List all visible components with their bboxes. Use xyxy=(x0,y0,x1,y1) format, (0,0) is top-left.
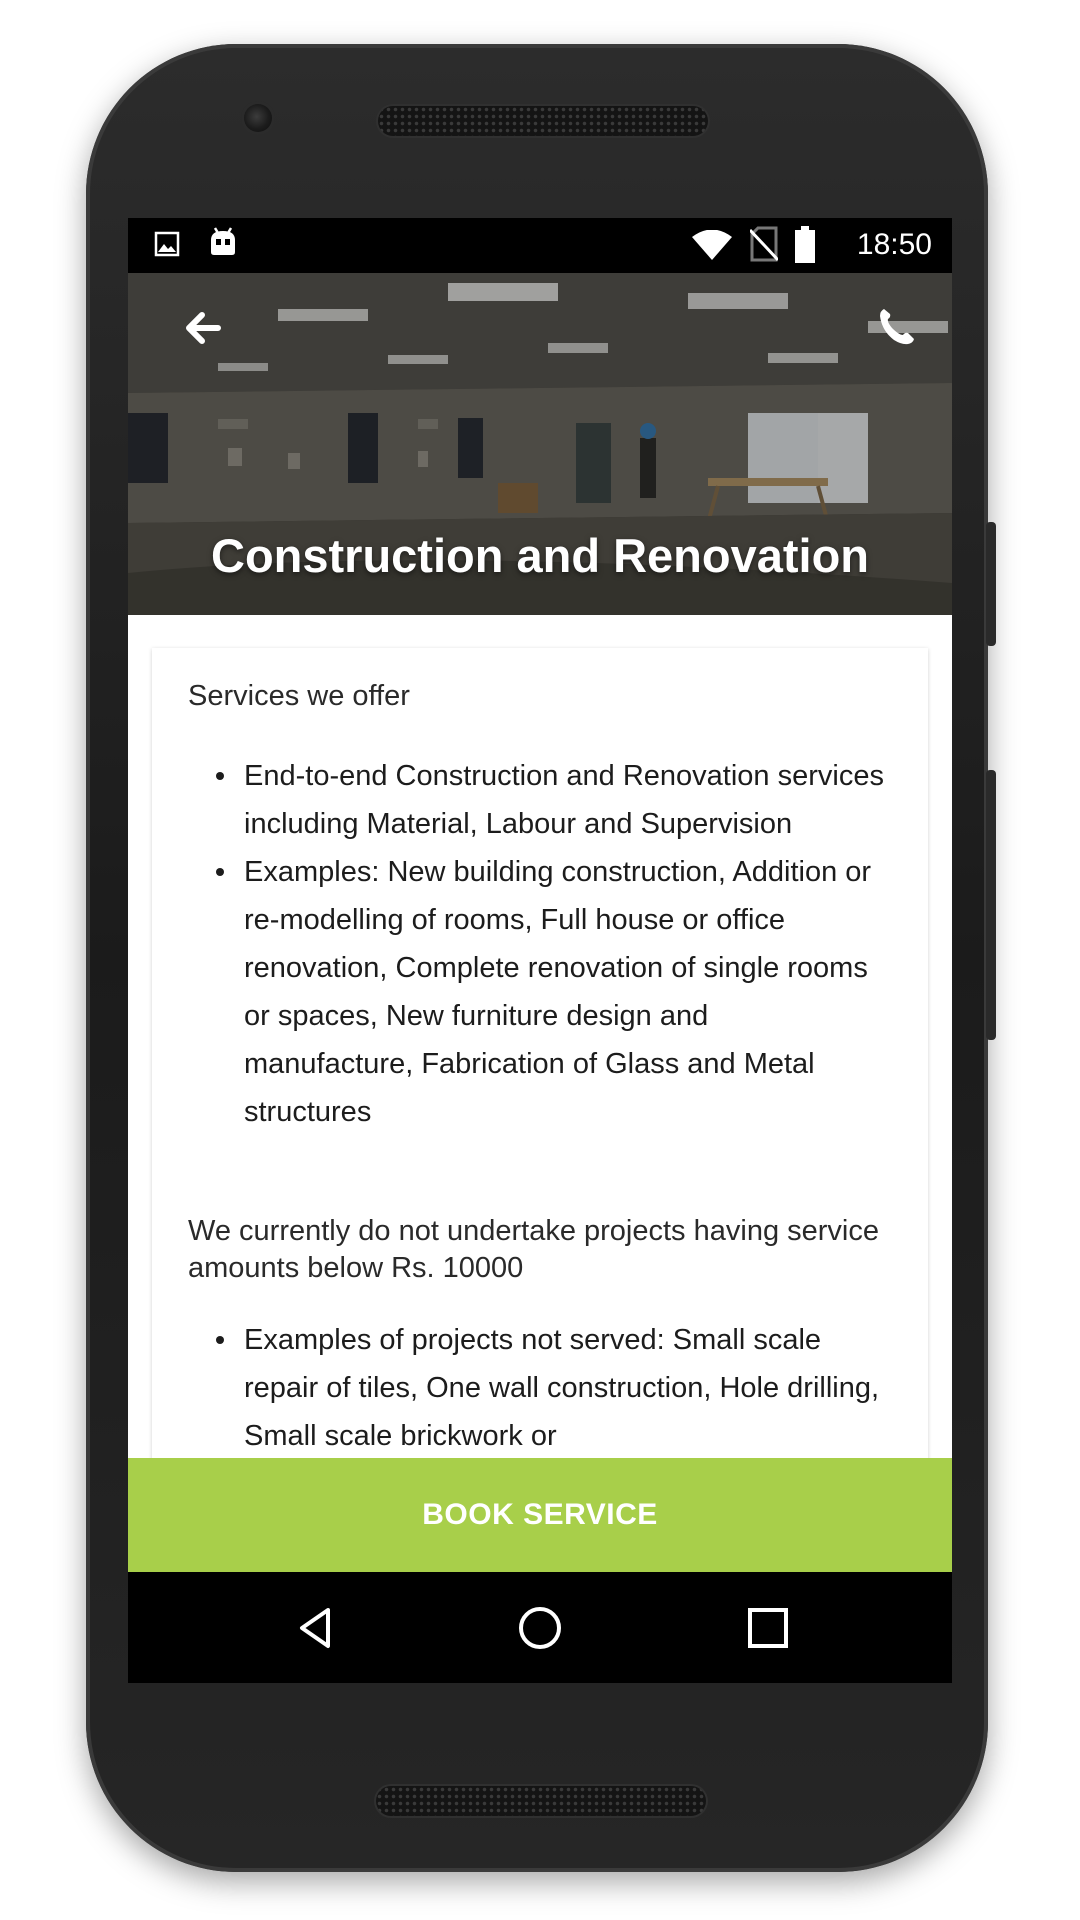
navigation-bar xyxy=(128,1572,952,1683)
screen xyxy=(128,218,952,1683)
volume-rocker xyxy=(986,770,996,1040)
not-served-list xyxy=(244,1316,884,1460)
home-circle-icon[interactable] xyxy=(512,1600,568,1656)
image-notification-icon xyxy=(154,231,180,257)
services-list xyxy=(244,752,884,1136)
bottom-speaker xyxy=(376,1786,706,1816)
services-heading: Services we offer xyxy=(188,680,410,712)
list-item: Examples: New building construction, Addition or re-modelling of rooms, Full house or office renovation, Complete renovation of single rooms or spaces, New furniture design and manufacture, Fabrication of Glass and Metal structures xyxy=(244,848,884,1136)
phone-icon[interactable] xyxy=(872,301,922,351)
wifi-icon xyxy=(692,230,732,260)
earpiece-speaker xyxy=(378,106,708,136)
status-time: 18:50 xyxy=(856,228,932,261)
list-item: Examples of projects not served: Small scale repair of tiles, One wall construction, Hole drilling, Small scale brickwork or xyxy=(244,1316,884,1460)
front-camera xyxy=(244,104,272,132)
power-button xyxy=(986,522,996,646)
minimum-amount-note: We currently do not undertake projects having service amounts below Rs. 10000 xyxy=(188,1215,879,1284)
book-service-button[interactable]: BOOK SERVICE xyxy=(128,1458,952,1572)
back-triangle-icon[interactable] xyxy=(288,1600,344,1656)
recents-square-icon[interactable] xyxy=(740,1600,796,1656)
hero-header xyxy=(128,273,952,615)
android-notification-icon xyxy=(208,226,238,258)
battery-icon xyxy=(794,226,816,264)
page-title: Construction and Renovation xyxy=(211,529,869,582)
status-bar xyxy=(128,218,952,273)
no-sim-icon xyxy=(750,226,778,262)
list-item: End-to-end Construction and Renovation services including Material, Labour and Supervision xyxy=(244,752,884,848)
arrow-left-icon[interactable] xyxy=(178,303,228,353)
